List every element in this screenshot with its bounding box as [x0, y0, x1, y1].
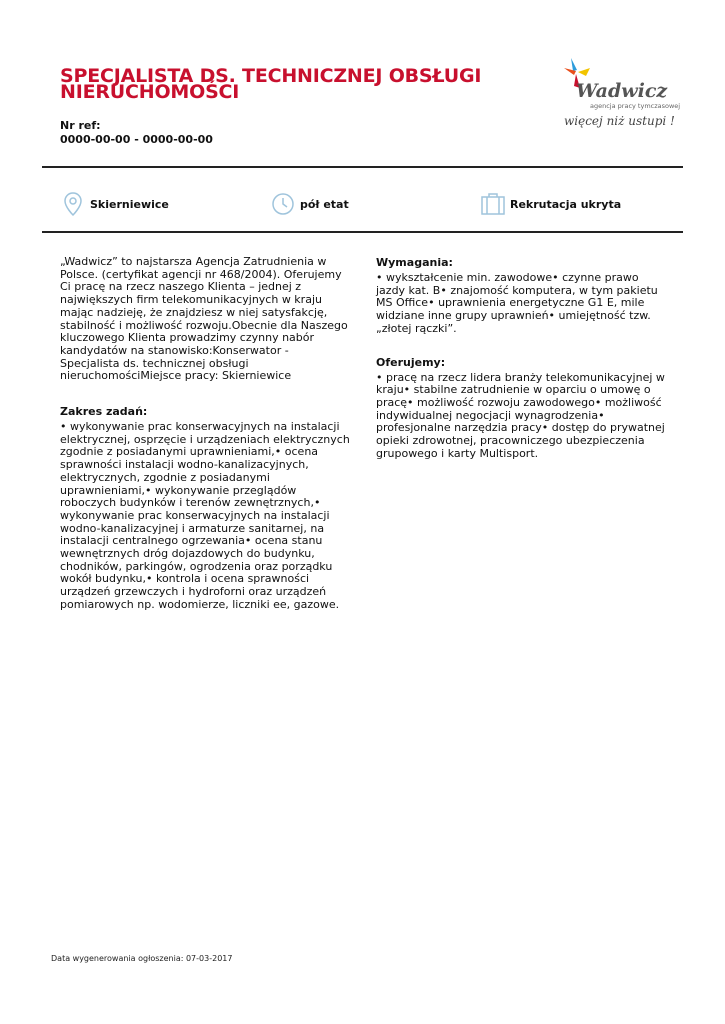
divider-bottom [42, 231, 683, 233]
requirements-text: • wykształcenie min. zawodowe• czynne prawo jazdy kat. B• znajomość komputera, w tym pakietu MS Office• uprawnienia energetyczne G1 E, mile widziane inne grupy uprawnień• umiejętność tzw. „złotej rączki”. [376, 271, 658, 335]
map-pin-icon [60, 191, 86, 217]
requirements-heading: Wymagania: [376, 256, 453, 269]
duties-heading: Zakres zadań: [60, 405, 148, 419]
offer-heading: Oferujemy: [376, 355, 446, 369]
clock-icon [270, 191, 296, 217]
intro-text: „Wadwicz” to najstarsza Agencja Zatrudnienia w Polsce. (certyfikat agencji nr 468/2004). Oferujemy Ci pracę na rzecz naszego Klienta – jednej z największych firm telekomunikacyjnych w kraju mając nadzieję, że znajdziesz w niej satysfakcję, stabilność i możliwość rozwoju.Obecnie dla Naszego kluczowego Klienta prowadzimy czynny nabór kandydatów na stanowisko:Konserwator - Specjalista ds. technicznej obsługi nieruchomościMiejsce pracy: Skierniewice [60, 255, 348, 383]
recruitment-text: Rekrutacja ukryta [510, 197, 622, 211]
generation-date: Data wygenerowania ogłoszenia: 07-03-2017 [51, 954, 233, 963]
logo-tagline: agencja pracy tymczasowej [590, 102, 681, 110]
reference-value: 0000-00-00 - 0000-00-00 [60, 133, 213, 146]
logo-brand: Wadwicz [576, 80, 668, 102]
offer-text: • pracę na rzecz lidera branży telekomunikacyjnej w kraju• stabilne zatrudnienie w oparciu o umowę o pracę• możliwość rozwoju zawodowego• możliwość indywidualnej negocjacji wynagrodzenia• profesjonalne narzędzia pracy• dostęp do prywatnej opieki zdrowotnej, pracowniczego ubezpieczenia grupowego i karty Multisport. [376, 370, 665, 460]
info-time [270, 190, 349, 218]
right-column [376, 256, 666, 460]
reference [60, 119, 213, 147]
job-title-line-1: SPECJALISTA DS. TECHNICZNEJ OBSŁUGI [60, 65, 482, 87]
company-logo [560, 56, 681, 136]
left-column [60, 256, 350, 612]
info-recruitment [480, 190, 621, 218]
info-location [60, 190, 169, 218]
job-title [60, 65, 520, 103]
job-title-line-2: NIERUCHOMOŚCI [60, 81, 240, 103]
time-text: pół etat [300, 197, 349, 211]
divider-top [42, 166, 683, 168]
location-text: Skierniewice [90, 197, 169, 211]
logo-slogan: więcej niż ustupi ! [564, 114, 675, 128]
duties-text: • wykonywanie prac konserwacyjnych na instalacji elektrycznej, osprzęcie i urządzeniach elektrycznych zgodnie z posiadanymi uprawnieniami,• ocena sprawności instalacji wodno-kanalizacyjnych, elektrycznych, zgodnie z posiadanymi uprawnieniami,• wykonywanie przeglądów roboczych budynków i terenów zewnętrznych,• wykonywanie prac konserwacyjnych na instalacji wodno-kanalizacyjnej i armaturze sanitarnej, na instalacji centralnego ogrzewania• ocena stanu wewnętrznych dróg dojazdowych do budynku, chodników, parkingów, ogrodzenia oraz porządku wokół budynku,• kontrola i ocena sprawności urządzeń grzewczych i hydroforni oraz urządzeń pomiarowych np. wodomierze, liczniki ee, gazowe. [60, 420, 350, 611]
briefcase-icon [480, 191, 506, 217]
reference-label: Nr ref: [60, 119, 101, 132]
